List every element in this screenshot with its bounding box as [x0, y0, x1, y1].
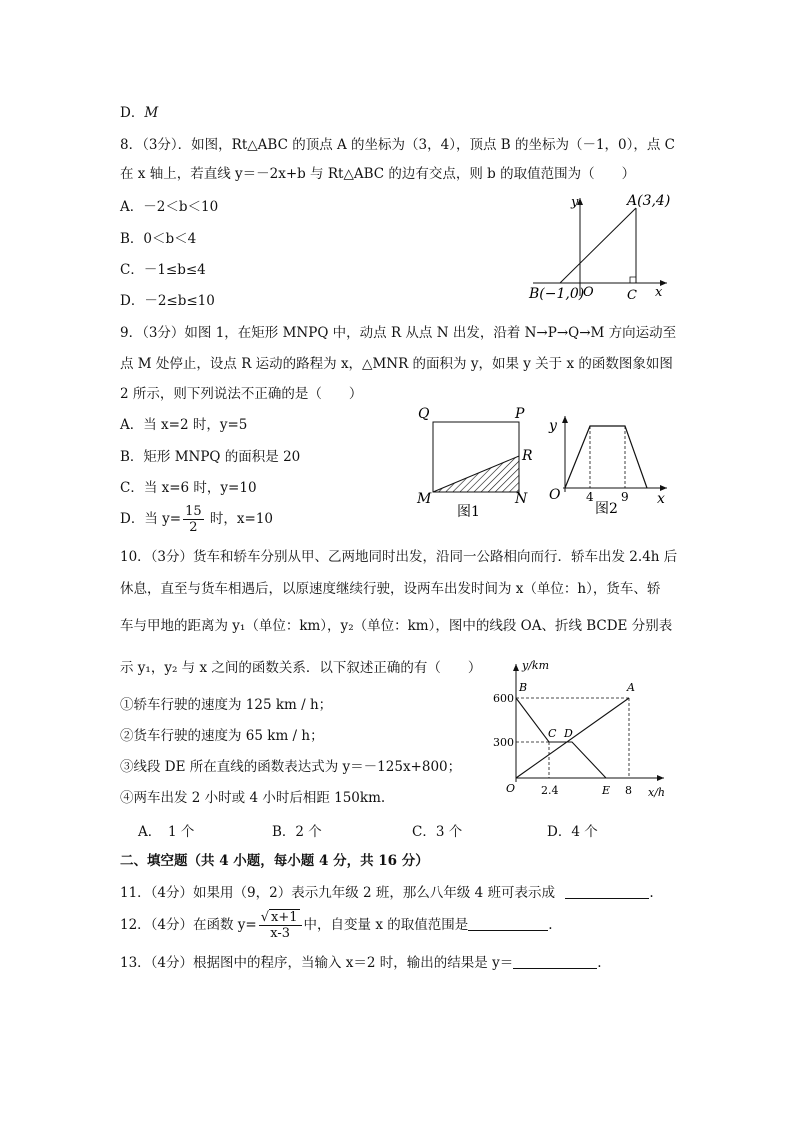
q10-statement-1: ①轿车行驶的速度为 125 km / h； [120, 697, 333, 713]
q9-figure2 [543, 412, 673, 520]
option-d-prev [120, 104, 158, 122]
label-e: E [602, 784, 611, 797]
q11-answer-blank[interactable] [565, 884, 649, 899]
q8-figure [525, 190, 675, 302]
q10-line1: 10．（3分）货车和轿车分别从甲、乙两地同时出发，沿同一公路相向而行．轿车出发 2.4h 后 [120, 549, 678, 565]
q10-option-b: B．2 个 [272, 824, 322, 840]
q11 [120, 884, 654, 902]
q8-option-c: C．－1≤b≤4 [120, 262, 206, 278]
triangle-mnr [433, 456, 519, 492]
q9-line3: 2 所示，则下列说法不正确的是（ ） [120, 386, 363, 402]
label-b: B(−1,0) [529, 286, 585, 302]
fraction [183, 504, 204, 535]
tick-4: 4 [586, 490, 594, 504]
q8-option-d: D．－2≤b≤10 [120, 293, 215, 309]
q9-line1: 9．（3分）如图 1，在矩形 MNPQ 中，动点 R 从点 N 出发，沿着 N→P→Q→M 方向运动至 [120, 325, 677, 341]
label-y: y [571, 195, 579, 210]
label-p: P [515, 406, 525, 422]
q10-option-a: A． 1 个 [138, 824, 195, 840]
option-value: M [144, 105, 159, 121]
q12-sqrt-content: x+1 [271, 910, 298, 925]
label-xh: x/h [648, 786, 665, 799]
label-x: x [655, 285, 663, 300]
q10-statement-3: ③线段 DE 所在直线的函数表达式为 y＝－125x+800； [120, 759, 462, 775]
q10-line4: 示 y₁，y₂ 与 x 之间的函数关系．以下叙述正确的有（ ） [120, 660, 482, 676]
tick-9: 9 [621, 490, 629, 504]
label-o: O [549, 487, 561, 503]
function-graph [565, 426, 647, 488]
q10-statement-4: ④两车出发 2 小时或 4 小时后相距 150km. [120, 790, 386, 806]
fraction-denominator: 2 [189, 520, 198, 535]
option-d-suffix: 时，x=10 [209, 511, 274, 527]
label-c: C [548, 727, 557, 740]
q12-suffix: 中，自变量 x 的取值范围是 [303, 917, 469, 933]
q12-denominator: x-3 [270, 926, 291, 941]
label-ykm: y/km [522, 659, 550, 672]
q8-line2: 在 x 轴上，若直线 y＝－2x+b 与 Rt△ABC 的边有交点，则 b 的取值范围为（ ） [120, 166, 636, 182]
option-d-prefix: D．当 y= [120, 511, 182, 527]
label-d: D [564, 727, 573, 740]
q13-end: . [597, 955, 602, 971]
q9-line2: 点 M 处停止，设点 R 运动的路程为 x，△MNR 的面积为 y，如果 y 关于 x 的函数图象如图 [120, 356, 673, 372]
label-y: y [549, 418, 557, 434]
q9-option-a: A．当 x=2 时，y=5 [120, 417, 248, 433]
tick-2-4: 2.4 [541, 784, 559, 797]
right-angle-mark [630, 277, 636, 283]
q11-end: . [649, 885, 654, 901]
q10-option-d: D．4 个 [547, 824, 598, 840]
q12-end: . [548, 917, 553, 933]
label-n: N [515, 491, 528, 507]
label-c: C [627, 288, 637, 302]
q12-fraction [259, 910, 302, 941]
caption-fig1: 图1 [457, 504, 480, 520]
q13-answer-blank[interactable] [513, 954, 597, 969]
label-a: A [627, 681, 635, 694]
tick-600: 600 [493, 692, 514, 705]
q13-text: 13．（4分）根据图中的程序，当输入 x＝2 时，输出的结果是 y＝ [120, 955, 514, 971]
label-b: B [519, 681, 528, 694]
polyline-bcde [516, 698, 606, 778]
label-m: M [417, 491, 432, 507]
q10-line3: 车与甲地的距离为 y₁（单位：km），y₂（单位：km），图中的线段 OA、折线 BCDE 分别表 [120, 618, 673, 634]
q9-option-c: C．当 x=6 时，y=10 [120, 480, 257, 496]
q9-option-d [120, 504, 273, 535]
label-a: A(3,4) [627, 193, 671, 209]
tick-300: 300 [493, 736, 514, 749]
hypotenuse-ab [560, 208, 636, 283]
fraction-numerator: 15 [185, 504, 202, 519]
q8-line1: 8．（3分）．如图，Rt△ABC 的顶点 A 的坐标为（3，4），顶点 B 的坐标为（－1，0），点 C [120, 137, 676, 153]
q8-option-b: B．0＜b＜4 [120, 231, 197, 247]
caption-fig2: 图2 [595, 501, 618, 517]
section-title-fill-in: 二、填空题（共 4 小题，每小题 4 分，共 16 分） [120, 853, 429, 869]
q13 [120, 954, 602, 972]
option-label: D． [120, 105, 145, 121]
q8-option-a: A．－2＜b＜10 [120, 199, 219, 215]
q10-option-c: C．3 个 [412, 824, 463, 840]
label-o: O [583, 285, 594, 300]
label-r: R [522, 448, 533, 464]
q11-text: 11．（4分）如果用（9，2）表示九年级 2 班，那么八年级 4 班可表示成 [120, 885, 556, 901]
tick-8: 8 [625, 784, 632, 797]
label-o: O [506, 782, 516, 795]
q12-numerator: √ x+1 [259, 910, 302, 926]
label-x: x [657, 491, 665, 507]
q9-option-b: B．矩形 MNPQ 的面积是 20 [120, 449, 301, 465]
q12-answer-blank[interactable] [468, 916, 548, 931]
label-q: Q [418, 406, 430, 422]
q10-line2: 休息，直至与货车相遇后，以原速度继续行驶，设两车出发时间为 x（单位：h），货车、轿 [120, 581, 661, 597]
q12 [120, 910, 553, 941]
q10-figure [488, 658, 672, 803]
q10-statement-2: ②货车行驶的速度为 65 km / h； [120, 728, 324, 744]
q12-prefix: 12．（4分）在函数 y= [120, 917, 257, 933]
q9-figure1 [415, 402, 540, 520]
